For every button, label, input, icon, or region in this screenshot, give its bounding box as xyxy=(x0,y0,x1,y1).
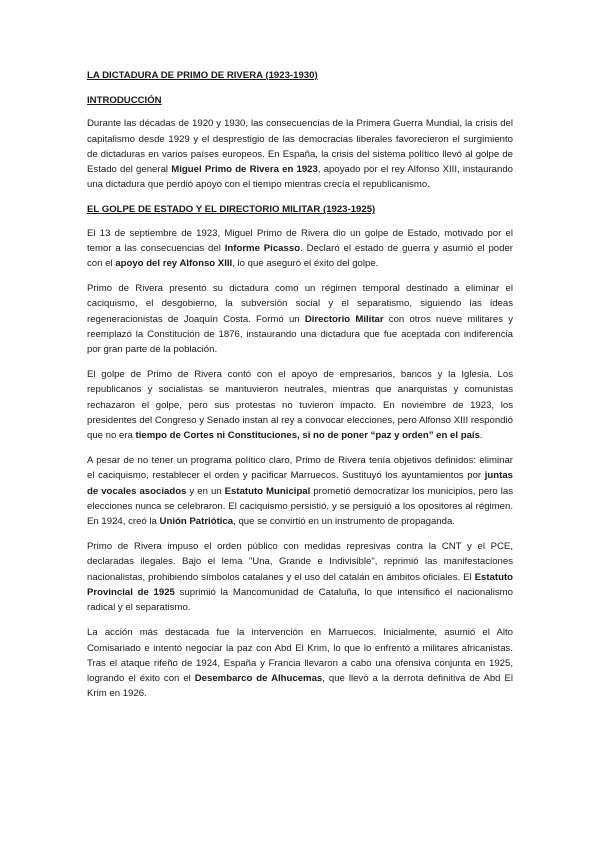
paragraph xyxy=(87,226,513,272)
paragraph xyxy=(87,116,513,192)
bold-term: apoyo del rey Alfonso XIII xyxy=(115,258,233,270)
text-run: y en un xyxy=(186,485,225,497)
bold-term: Informe Picasso xyxy=(224,242,301,254)
paragraph xyxy=(87,625,513,701)
page-title: LA DICTADURA DE PRIMO DE RIVERA (1923-1930) xyxy=(87,70,318,81)
bold-term: Estatuto Provincial de 1925 xyxy=(87,571,513,598)
section-heading: EL GOLPE DE ESTADO Y EL DIRECTORIO MILITAR (1923-1925) xyxy=(87,204,376,216)
text-run: Primo de Rivera presentó su dictadura como un régimen temporal destinado a eliminar el caciquismo, el desgobierno, la subversión social y el separatismo, siguiendo las ideas regeneracionistas de Joaquín Costa. Formó un xyxy=(87,283,513,325)
text-run: prometió democratizar los municipios, pero las elecciones nunca se celebraron. El caciquismo persistió, y se persiguió a los opositores al régimen. En 1924, creó la xyxy=(87,485,513,528)
bold-term: Directorio Militar xyxy=(304,313,384,325)
text-run: Primo de Rivera impuso el orden público con medidas represivas contra la CNT y el PCE, declaradas ilegales. Bajo el lema "Una, Grande e Indivisible", reprimió las manifestaciones nacionalistas, prohibiendo símbolos catalanes y el uso del catalán en ámbitos oficiales. El xyxy=(87,541,513,583)
text-run: , apoyado por el rey Alfonso XIII, instaurando una dictadura que perdió apoyo con el tiempo mientras crecía el republicanismo. xyxy=(87,164,513,191)
text-run: , que se convirtió en un instrumento de propaganda. xyxy=(233,516,455,528)
bold-term: Miguel Primo de Rivera en 1923 xyxy=(171,164,318,176)
bold-term: tiempo de Cortes ni Constituciones, si no de poner “paz y orden” en el país xyxy=(135,430,480,442)
section-heading: INTRODUCCIÓN xyxy=(87,95,162,107)
paragraph xyxy=(87,539,513,615)
bold-term: Desembarco de Alhucemas xyxy=(194,672,323,684)
text-run: Durante las décadas de 1920 y 1930, las consecuencias de la Primera Guerra Mundial, la crisis del capitalismo desde 1929 y el desprestigio de las democracias liberales favorecieron el surgimiento de dictaduras en varios países europeos. En España, la crisis del sistema político llevó al golpe de Estado del general xyxy=(87,118,513,176)
text-run: . Declaró el estado de guerra y asumió el poder con el xyxy=(87,242,513,270)
bold-term: Unión Patriótica xyxy=(159,516,234,528)
text-run: La acción más destacada fue la intervención en Marruecos. Inicialmente, asumió el Alto Comisariado e intentó negociar la paz con Abd El Krim, lo que lo enfrentó a militares africanistas. Tras el ataque rifeño de 1924, España y Francia llevaron a cabo una ofensiva conjunta en 1925, logrando el éxito con el xyxy=(87,627,513,684)
text-run: suprimió la Mancomunidad de Cataluña, lo que intensificó el nacionalismo radical y el separatismo. xyxy=(87,586,513,614)
paragraph xyxy=(87,367,513,443)
text-run: , que llevó a la derrota definitiva de Abd El Krim en 1926. xyxy=(87,672,513,700)
text-run: con otros nueve militares y reemplazó la Constitución de 1876, instaurando una dictadura que fue aceptada con indiferencia por gran parte de la población. xyxy=(87,313,514,356)
text-run: , lo que aseguró el éxito del golpe. xyxy=(232,258,379,270)
text-run: A pesar de no tener un programa político claro, Primo de Rivera tenía objetivos definidos: eliminar el caciquismo, restablecer el orden y pacificar Marruecos. Sustituyó los ayuntamientos por xyxy=(87,455,513,482)
paragraph xyxy=(87,453,513,529)
text-run: . xyxy=(479,430,483,442)
text-run: El golpe de Primo de Rivera contó con el apoyo de empresarios, bancos y la Iglesia. Los republicanos y socialistas se mantuvieron neutrales, mientras que anarquistas y comunistas rechazaron el golpe, pero sus protestas no tuvieron impacto. En noviembre de 1923, los presidentes del Congreso y Senado instan al rey a convocar elecciones, pero Alfonso XIII respondió que no era xyxy=(87,369,513,442)
text-run: El 13 de septiembre de 1923, Miguel Primo de Rivera dio un golpe de Estado, motivado por el temor a las consecuencias del xyxy=(87,227,513,254)
bold-term: Estatuto Municipal xyxy=(224,485,311,497)
document-body xyxy=(87,93,513,701)
bold-term: juntas de vocales asociados xyxy=(87,470,513,497)
paragraph xyxy=(87,281,513,357)
